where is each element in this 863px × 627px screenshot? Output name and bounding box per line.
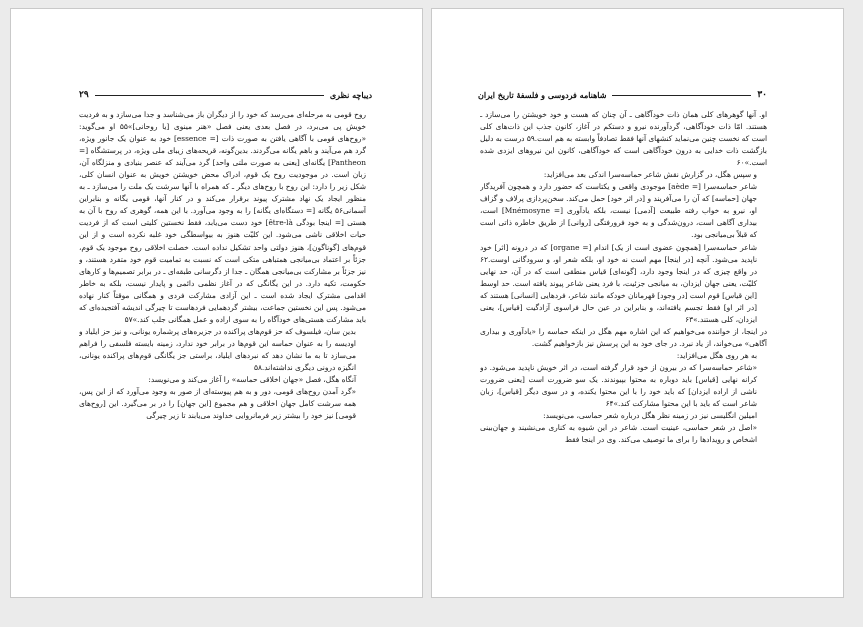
header-title: دیباچه نظری xyxy=(329,90,372,100)
paragraph: روح قومی به مرحله‌ای می‌رسد که خود را از دیگران باز می‌شناسد و جدا می‌سازد و به فردیت خویش پی می‌برد، در فصل بعدی یعنی فصل «هنر مینوی [یا روحانی]»۵۵ او می‌گوید: «روح‌های قومی با آگاهی یافتن به صورت ذات [= essence] خود به عنوان یک جانور ویژه، گرد هم می‌آیند و باهم یگانه می‌گردند. بدین‌گونه، قریحه‌های زیبای ملی ویژه، در پرستشگاه [= Pantheon] یگانه‌ای [یعنی به صورت ملتی واحد] گرد می‌آیند که عنصر بنیادی و منزلگاه آن، زبان است. در موجودیت روح یک قوم، ادراک محض خویشتن خویش به عنوان انسان کلی، شکل زیر را دارد: این روح با روح‌های دیگر ـ که همراه با آنها سرشت یک ملت را می‌سازد ـ به منظور ایجاد یک نهاد مشترک پیوند برقرار می‌کند و در کنار آنها، قومی یگانه و بنابراین آسمانی۵۶ یگانه [= دستگاه‌ای یگانه] را به وجود می‌آورد. با این همه، گوهری که روح با آن به هستی [= اینجا بودگی être-là] خود دست می‌یابد، فقط نخستین کلیتی است که از فردیت حیات اخلاقی ناشی می‌شود. این کلیّت هنوز به بیواسطگی خود غلبه نکرده است و از این قوم‌های [گوناگون]، هنوز دولتی واحد تشکیل نداده است. خصلت اخلاقی روح موجود یک قوم، جزئاً بر اعتماد بی‌میانجی همتباهی متکی است که نسبت به تمامیت قوم خود متفرد هستند، و نیز جزئاً بر مشارکت بی‌میانجی همگان ـ جدا از دگرسانی طبقه‌ای ـ در برابر تصمیم‌ها و کارهای حکومت، تکیه دارد. در این یگانگی که در آغاز نظمی دائمی و پایدار نیست، بلکه به خاطر اقدامی مشترک ایجاد شده است ـ این آزادی مشارکت فردی و همگانی موقتاً کنار نهاده می‌شود. پس این نخستین جماعت، بیشتر گردهمایی فردهاست تا چیرگی اندیشه آفتجیده‌ای که باید مشارکت هستی‌های خودآگاه را به سوی اراده و عمل همگانی جلب کند.»۵۷ xyxy=(79,110,366,324)
header-rule xyxy=(612,95,751,96)
quote-paragraph: «اصل در شعر حماسی، عینیت است. شاعر در این شیوه به کناری می‌نشیند و جهان‌بینی اشخاص و رویدادها را برای ما توصیف می‌کند. وی در اینجا فقط xyxy=(480,423,757,445)
page-number: ۳۰ xyxy=(757,90,767,100)
left-page xyxy=(10,8,423,598)
paragraph: در اینجا، از خواننده می‌خواهیم که این اشاره مهم هگل در اینکه حماسه را «یادآوری و بیداری آگاهی» می‌خواند، از یاد نبرد. در جای خود به این پرسش نیز بازخواهیم گشت. xyxy=(480,326,767,348)
right-page xyxy=(431,8,844,598)
paragraph: به هر روی هگل می‌افزاید: xyxy=(676,350,757,360)
page-body xyxy=(480,109,767,565)
paragraph: بدین سان، فیلسوف که حز قوم‌های پراکنده در جزیره‌های پرشماره یونانی، و نیز حز ایلیاد و اودیسه را به عنوان حماسه این قوم‌ها در برابر خود ندارد، زمینه بایسته فلسفی را فراهم می‌سازد تا به ما نشان دهد که نبردهای ایلیاد، براستی جز یگانگی قوم‌های پراکنده یونانی، انگیزه درونی دیگری نداشته‌اند.۵۸ xyxy=(79,326,356,372)
quote-paragraph: شاعر حماسه‌سرا [همچون عضوی است از یک] اندام [= organe] که در درونه [اثر] خود ناپدید می‌شود. آنچه [در اینجا] مهم است نه خود او، بلکه شعر او، و سرودگانی اوست.۶۲ در واقع چیزی که در اینجا وجود دارد، [گونه‌ای] قیاس منطقی است که در آن، حد نهایی کلیّت، یعنی جهان ایزدان، به میانجی جزئیت، با فرد یعنی شاعر پیوند یافته است. حد اوسط [این قیاس] قوم است [در وجود] قهرمانان خودکه مانند شاعر، فردهایی [انسانی] هستند که [در اثر او] فقط تجسم یافته‌اند، و بنابراین در عین حال فراسوی آزادگیت [قیاس]، یعنی ایزدان، کلی هستند.»۶۳ xyxy=(480,242,758,324)
running-header xyxy=(79,87,372,103)
header-rule xyxy=(95,95,324,96)
paragraph: آنگاه هگل، فصل «جهان اخلاقی حماسه» را آغاز می‌کند و می‌نویسد: xyxy=(148,375,356,385)
paragraph: و سپس هگل، در گزارش نقش شاعر حماسه‌سرا اندکی بعد می‌افزاید: xyxy=(543,170,757,180)
page-number: ۲۹ xyxy=(79,90,89,100)
page-body xyxy=(79,109,366,565)
quote-paragraph: «گرد آمدن روح‌های قومی، دور و به هم پیوسته‌ای از صور به وجود می‌آورد که از این پس، همه سرشت کامل جهان اخلاقی و هم مجموع [این جهان] را در بر می‌گیرد. این [روح‌های قومی] نیز خود را بیشتر زیر فرمانروایی خداوند می‌یابند تا زیر چیرگی xyxy=(79,387,356,421)
quote-paragraph: شاعر حماسه‌سرا [= aède] موجودی واقعی و یکتاست که حضور دارد و همچون آفریدگار جهان [حماسه] که آن را می‌آفریند و [در اثر خود] حمل می‌کند. سخن‌پردازی پرلاف و گزاف او، نیرو به خواب رفته طبیعت [آدمی] نیست، بلکه یادآوری [= Mnémosyne] است، بیداری آگاهی است، درون‌شدگی و به خود فرورفتگی [روانی] از طریق خاطره ذاتی است که قبلاً بی‌میانجی بود. xyxy=(480,182,757,240)
quote-paragraph: «شاعر حماسه‌سرا که در بیرون از خود قرار گرفته است، در اثر خویش ناپدید می‌شود. دو کرانه نهایی [قیاس] باید دوباره به محتوا بپیوندند. یک سو ضرورت است [یعنی ضرورت ناشی از اراده ایزدان] که باید خود را با این محتوا یکنده، و در سوی دیگر [قیاس]، زبان شاعر است که باید با این محتوا مشارکت کند.»۶۴ xyxy=(480,362,757,409)
paragraph: او. آنها گوهرهای کلی همان ذات خودآگاهی ـ آن چنان که هست و خود خویشتن را می‌سازد ـ هستند. امّا ذات خودآگاهی، گردآورنده نیرو و دستکم در آغاز، کانون جذب این ذات‌های کلی است که نخست چنین می‌نماید کنشهای آنها فقط تصادفاً وابسته به هم است.۵۹ درست به دلیل بازگشت ذات خدایی به درون خودآگاهی است که خودآگاهی، کانون این نیروهای ایزدی شده است.»۶۰ xyxy=(480,110,767,168)
header-title: شاهنامه فردوسی و فلسفهٔ تاریخ ایران xyxy=(478,90,607,100)
paragraph: امیلین انگلیسی نیز در زمینه نظر هگل درباره شعر حماسی، می‌نویسد: xyxy=(543,411,757,421)
running-header xyxy=(478,87,767,103)
